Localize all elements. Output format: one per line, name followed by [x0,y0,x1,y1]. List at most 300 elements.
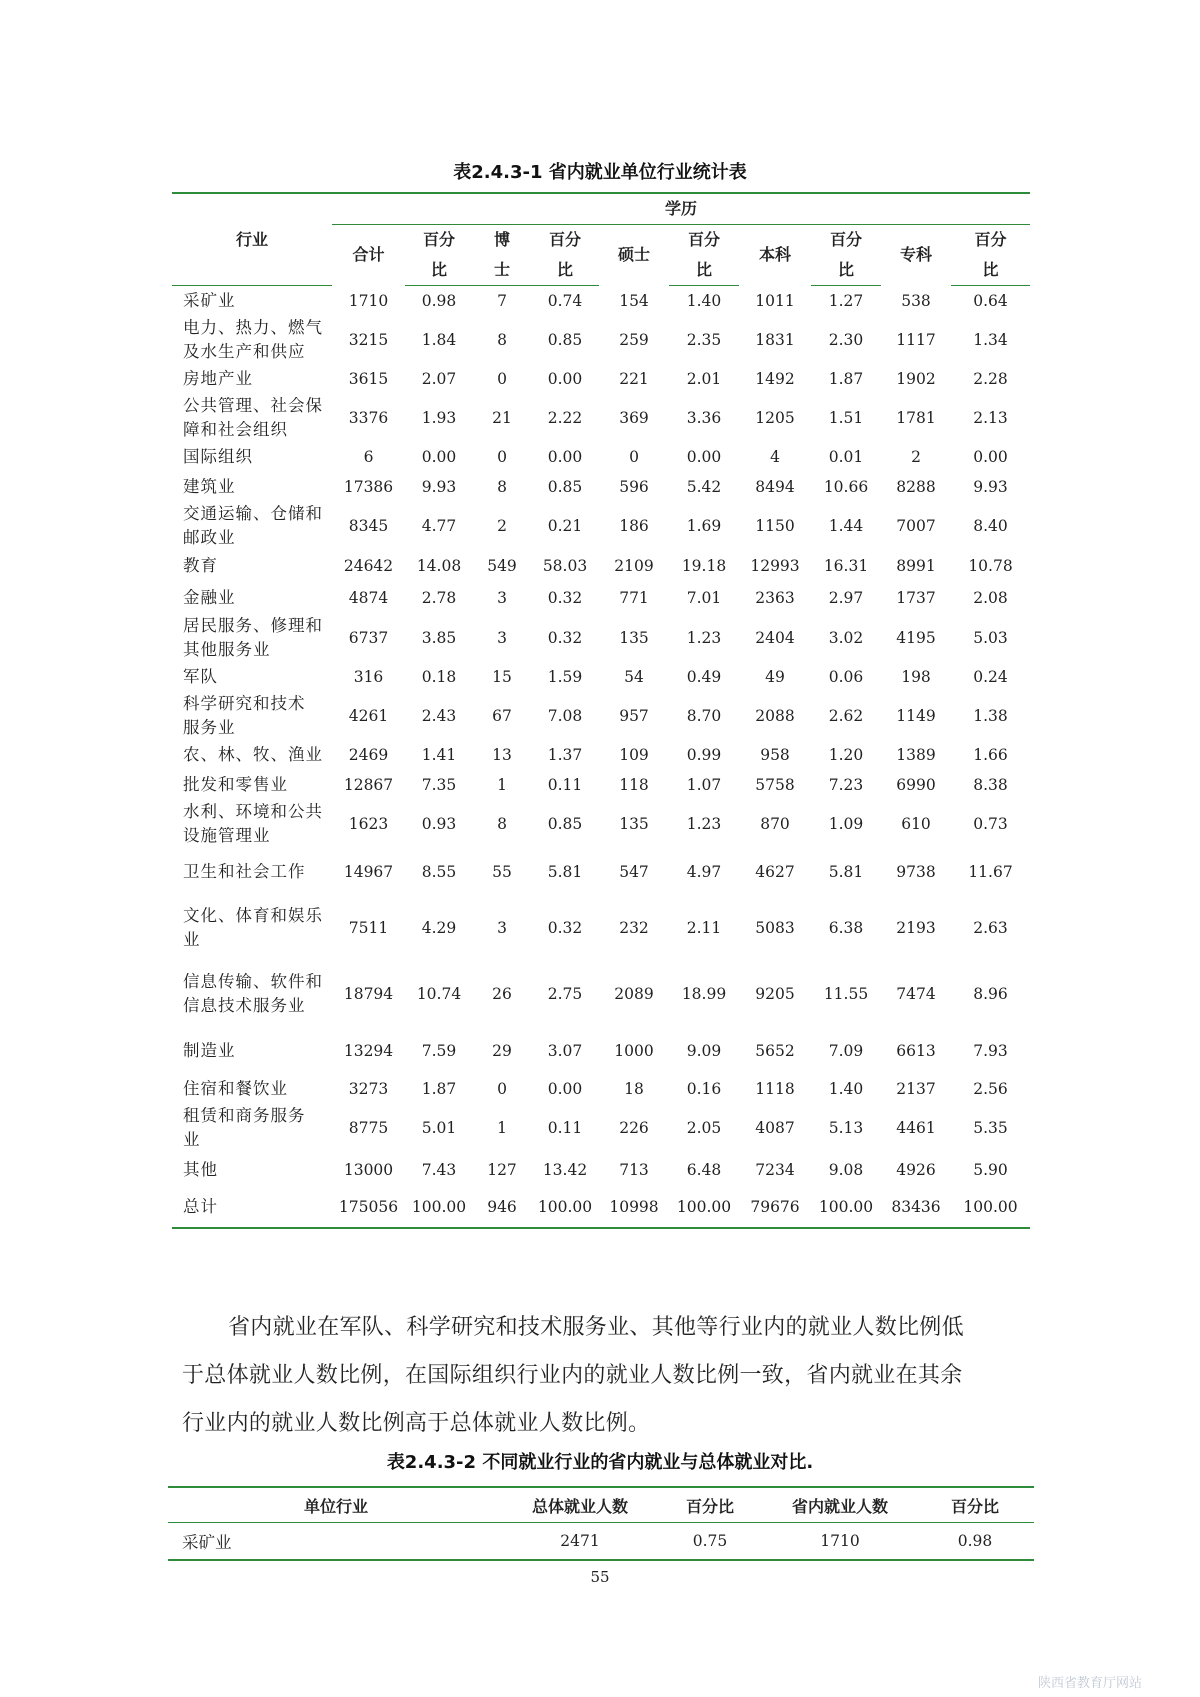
table-cell: 2471 [560,1532,600,1550]
table-cell: 83436 [891,1198,941,1216]
industry-name [172,614,332,662]
table-cell: 0.24 [973,667,1008,686]
industry-name-line: 业 [183,1129,201,1149]
table-cell: 9.08 [828,1160,864,1179]
table-cell: 1831 [755,330,795,349]
table-cell: 10.74 [416,984,462,1003]
table-cell: 8494 [755,477,795,496]
table-cell: 3 [497,918,507,937]
table-cell: 0.85 [547,330,583,349]
table-cell: 4461 [896,1118,936,1137]
table-cell: 135 [619,814,649,833]
industry-name [172,286,332,316]
table-cell: 1 [497,1118,507,1137]
table-cell: 2109 [614,556,654,575]
table-row [172,1074,1030,1104]
table-cell: 1.51 [828,408,864,427]
table-cell: 0.16 [686,1079,722,1098]
industry-name-line: 教育 [183,555,218,575]
body-paragraph [182,1304,1022,1448]
table-cell: 18 [624,1079,644,1098]
table-cell: 549 [487,556,517,575]
header-pct-top: 百分 [548,230,581,249]
table-cell: 26 [492,984,512,1003]
table-cell: 7511 [348,918,389,937]
table-cell: 0.85 [547,814,583,833]
industry-name [172,550,332,582]
table-cell: 1118 [755,1079,795,1098]
table-cell: 5.35 [973,1118,1008,1137]
table-cell: 1000 [614,1041,654,1060]
watermark: 陕西省教育厅网站 [1038,1676,1143,1691]
table-cell: 2.75 [547,984,583,1003]
table-cell: 7.08 [547,706,583,725]
table-cell: 1.23 [686,628,722,647]
table-cell: 11.55 [823,984,869,1003]
table-cell: 713 [619,1160,649,1179]
table-cell: 2.11 [686,918,722,937]
table-row [172,394,1030,442]
table-cell: 1011 [755,291,795,310]
table-cell: 7234 [755,1160,795,1179]
table-cell: 2089 [614,984,654,1003]
industry-name-line: 电力、热力、燃气 [183,317,323,337]
table-cell: 12867 [343,775,394,794]
table-cell: 109 [619,745,649,764]
industry-statistics-table [172,192,1030,1229]
industry-name-line: 业 [183,929,201,949]
table-cell: 0 [497,1079,507,1098]
table-cell: 0.00 [547,447,583,466]
table-cell: 2.63 [973,918,1008,937]
table-row [172,692,1030,740]
header-pct-top: 百分 [422,230,455,249]
table-cell: 771 [619,588,649,607]
header-college: 专科 [899,245,932,265]
table-row [168,1523,1034,1561]
table-cell: 2363 [755,588,795,607]
table-cell: 3 [497,588,507,607]
industry-name [172,692,332,740]
industry-name-line: 金融业 [183,587,236,607]
table-cell: 957 [619,706,649,725]
table-cell: 4.77 [421,516,457,535]
table-cell: 2.08 [973,588,1008,607]
table-cell: 5.90 [973,1160,1008,1179]
table-row [172,800,1030,848]
industry-name-line: 及水生产和供应 [183,341,306,361]
table-cell: 2.28 [973,369,1008,388]
table-cell: 1.66 [973,745,1008,764]
table-cell: 2.22 [547,408,583,427]
table-cell: 19.18 [681,556,727,575]
table-cell: 3 [497,628,507,647]
table-cell: 1150 [755,516,795,535]
header-education: 学历 [332,193,1030,225]
table-cell: 14.08 [416,556,462,575]
table-cell: 58.03 [542,556,588,575]
table-cell: 21 [492,408,512,427]
industry-name [172,472,332,502]
table-cell: 9.09 [686,1041,722,1060]
table-cell: 870 [760,814,790,833]
industry-name: 采矿业 [182,1533,232,1552]
table-row [172,960,1030,1028]
industry-name [172,1188,332,1228]
table-cell: 8.55 [421,862,457,881]
table-cell: 1117 [896,330,936,349]
header-master: 硕士 [617,245,650,265]
table-cell: 12993 [750,556,800,575]
table-cell: 15 [492,667,512,686]
industry-name [172,770,332,800]
table-cell: 1 [497,775,507,794]
table-cell: 7007 [896,516,936,535]
table2-caption: 表2.4.3-2 不同就业行业的省内就业与总体就业对比. [386,1452,814,1473]
table-row [172,614,1030,662]
industry-name-line: 邮政业 [183,527,236,547]
table-cell: 547 [619,862,649,881]
table-cell: 13000 [343,1160,394,1179]
industry-name-line: 采矿业 [183,290,236,310]
table-cell: 7 [497,291,507,310]
table-cell: 316 [353,667,384,686]
header-pct-top: 百分 [687,230,720,249]
industry-name-line: 总计 [183,1197,218,1216]
header-total: 合计 [352,245,385,265]
table-cell: 0.18 [421,667,457,686]
table-cell: 0.64 [973,291,1008,310]
table-row [172,364,1030,394]
industry-name-line: 农、林、牧、渔业 [183,744,323,764]
header-unit-industry: 单位行业 [168,1487,504,1523]
table-row [172,286,1030,316]
industry-name [172,1152,332,1188]
table-cell: 0.01 [828,447,864,466]
industry-name [172,1074,332,1104]
table-cell: 49 [765,667,785,686]
table-cell: 3273 [348,1079,389,1098]
table-cell: 0.74 [547,291,583,310]
table-cell: 8345 [348,516,389,535]
table-cell: 2193 [896,918,936,937]
header-province-count: 省内就业人数 [764,1487,916,1523]
table-cell: 13294 [343,1041,394,1060]
table-cell: 1.40 [686,291,722,310]
table-cell: 10998 [609,1198,659,1216]
table-row [172,848,1030,896]
industry-name-line: 水利、环境和公共 [183,801,323,821]
table-cell: 0.00 [973,447,1008,466]
table-cell: 0.00 [547,1079,583,1098]
table-cell: 1710 [348,291,389,310]
industry-name-line: 国际组织 [183,446,253,466]
table-cell: 2469 [348,745,389,764]
table-cell: 18.99 [681,984,727,1003]
table-cell: 5.13 [828,1118,864,1137]
header-industry: 行业 [172,193,332,286]
table-cell: 4627 [755,862,795,881]
table-row [172,740,1030,770]
header-overall-count: 总体就业人数 [504,1487,656,1523]
table-cell: 1.34 [973,330,1008,349]
table-cell: 369 [619,408,649,427]
table-cell: 8 [497,330,507,349]
table-cell: 226 [619,1118,649,1137]
table-cell: 67 [492,706,512,725]
table-cell: 1.41 [421,745,457,764]
industry-name [172,800,332,848]
industry-name [172,740,332,770]
table-cell: 175056 [338,1198,399,1216]
industry-name [172,662,332,692]
table-cell: 8991 [896,556,936,575]
table-cell: 2.97 [828,588,864,607]
table-cell: 8.40 [973,516,1008,535]
industry-name-line: 卫生和社会工作 [183,861,306,881]
table-cell: 186 [619,516,649,535]
table-cell: 2.62 [828,706,864,725]
table-cell: 5083 [755,918,795,937]
table-cell: 221 [619,369,649,388]
table-cell: 1737 [896,588,936,607]
table-row [172,502,1030,550]
header-phd-top: 博 [493,230,510,249]
table-cell: 2.78 [421,588,457,607]
table-cell: 0.98 [957,1532,993,1550]
table-cell: 5.42 [686,477,722,496]
table-cell: 7.59 [421,1041,457,1060]
header-province-pct: 百分比 [916,1487,1034,1523]
industry-name-line: 交通运输、仓储和 [183,503,323,523]
table-cell: 958 [760,745,790,764]
industry-name [172,364,332,394]
table-cell: 9205 [755,984,795,1003]
table-cell: 1.23 [686,814,722,833]
industry-name [172,1104,332,1152]
table-cell: 13 [492,745,512,764]
table-cell: 1.59 [547,667,583,686]
table-cell: 14967 [343,862,394,881]
table-cell: 0 [497,447,507,466]
table-cell: 7.93 [973,1041,1008,1060]
table-cell: 5.81 [547,862,583,881]
industry-name [172,316,332,364]
table-cell: 4874 [348,588,389,607]
industry-name [172,582,332,614]
table-cell: 1.20 [828,745,864,764]
header-pct-bottom: 比 [669,255,739,286]
table-cell: 1.09 [828,814,864,833]
table-cell: 100.00 [818,1198,874,1216]
table-row [172,582,1030,614]
table-cell: 8.96 [973,984,1008,1003]
table-cell: 17386 [343,477,394,496]
table-cell: 6 [363,447,374,466]
table-row [172,1104,1030,1152]
industry-name-line: 租赁和商务服务 [183,1105,306,1125]
table-cell: 6613 [896,1041,936,1060]
table1-caption: 表2.4.3-1 省内就业单位行业统计表 [453,162,747,183]
table-cell: 0.99 [686,745,722,764]
table-cell: 1.93 [421,408,457,427]
header-pct-bottom: 比 [405,255,473,286]
table-cell: 100.00 [411,1198,467,1216]
table-cell: 3.36 [686,408,722,427]
table-cell: 13.42 [542,1160,588,1179]
table-row [172,896,1030,960]
table-cell: 1.87 [828,369,864,388]
page-number: 55 [590,1568,610,1586]
table-cell: 0.11 [547,1118,583,1137]
table-cell: 9.93 [973,477,1008,496]
table-cell: 24642 [343,556,394,575]
industry-name-line: 住宿和餐饮业 [183,1078,288,1098]
table-cell: 2 [911,447,921,466]
header-pct-bottom: 比 [811,255,881,286]
table-cell: 0.06 [828,667,864,686]
table-cell: 8.38 [973,775,1008,794]
table-cell: 9.93 [421,477,457,496]
comparison-table [168,1486,1034,1561]
table-cell: 2.30 [828,330,864,349]
table-cell: 1492 [755,369,795,388]
industry-name [172,502,332,550]
table-cell: 2404 [755,628,795,647]
table-cell: 1.84 [421,330,457,349]
table-cell: 1.27 [828,291,864,310]
table-cell: 7.01 [686,588,722,607]
table-cell: 1205 [755,408,795,427]
table-cell: 29 [492,1041,512,1060]
table-cell: 10.78 [968,556,1013,575]
table-cell: 5.01 [421,1118,457,1137]
table-cell: 1.44 [828,516,864,535]
table-cell: 2137 [896,1079,936,1098]
table-cell: 2.07 [421,369,457,388]
table2-body [168,1523,1034,1561]
paragraph-line: 省内就业在军队、科学研究和技术服务业、其他等行业内的就业人数比例低 [228,1315,964,1340]
industry-name-line: 批发和零售业 [183,774,288,794]
table-cell: 4261 [348,706,389,725]
industry-name-line: 居民服务、修理和 [183,615,323,635]
table-cell: 5.81 [828,862,864,881]
table-cell: 2.01 [686,369,722,388]
industry-name-line: 障和社会组织 [183,419,288,439]
table-cell: 4.97 [686,862,722,881]
table-cell: 2088 [755,706,795,725]
table-cell: 0.98 [421,291,457,310]
industry-name [172,1028,332,1074]
table-cell: 1.38 [973,706,1008,725]
header-bachelor: 本科 [758,245,791,265]
table-row [172,770,1030,800]
table-cell: 0.32 [547,918,583,937]
table-cell: 198 [901,667,931,686]
table-cell: 10.66 [823,477,869,496]
table-cell: 4926 [896,1160,936,1179]
table-cell: 7474 [896,984,936,1003]
table-cell: 5.03 [973,628,1008,647]
table-cell: 3215 [348,330,389,349]
table-cell: 100.00 [676,1198,732,1216]
table-cell: 0.85 [547,477,583,496]
table-cell: 4.29 [421,918,457,937]
table-cell: 1389 [896,745,936,764]
table-row [172,316,1030,364]
table-cell: 1781 [896,408,936,427]
table-cell: 0 [497,369,507,388]
table-cell: 7.09 [828,1041,864,1060]
table-cell: 1902 [896,369,936,388]
table-cell: 11.67 [968,862,1013,881]
table-cell: 3615 [348,369,389,388]
table-cell: 3.85 [421,628,457,647]
table-cell: 7.35 [421,775,457,794]
table1-body [172,286,1030,1228]
table-cell: 0.00 [686,447,722,466]
table-cell: 1.07 [686,775,722,794]
table-cell: 2.13 [973,408,1008,427]
table-cell: 5758 [755,775,795,794]
table-cell: 4 [770,447,780,466]
table-cell: 0.32 [547,588,583,607]
table-row [172,1152,1030,1188]
table-cell: 18794 [343,984,394,1003]
industry-name [172,960,332,1028]
table-cell: 6.48 [686,1160,722,1179]
industry-name-line: 其他 [183,1159,218,1179]
table-cell: 6990 [896,775,936,794]
industry-name-line: 文化、体育和娱乐 [183,905,323,925]
industry-name [172,394,332,442]
table-cell: 4195 [896,628,936,647]
industry-name-line: 制造业 [183,1040,236,1060]
header-pct-bottom: 比 [951,255,1030,286]
table-cell: 100.00 [537,1198,593,1216]
table-row [172,472,1030,502]
table-cell: 79676 [750,1198,800,1216]
table-cell: 946 [487,1198,517,1216]
table-cell: 538 [901,291,931,310]
table-cell: 1.40 [828,1079,864,1098]
table-cell: 8775 [348,1118,389,1137]
table-row [172,1188,1030,1228]
header-pct-top: 百分 [974,230,1007,249]
table-cell: 5652 [755,1041,795,1060]
table-cell: 9738 [896,862,936,881]
table-row [172,550,1030,582]
table-cell: 259 [619,330,649,349]
table-cell: 0 [629,447,639,466]
header-phd-bottom: 士 [473,255,531,286]
table-cell: 100.00 [963,1198,1018,1216]
header-pct-bottom: 比 [531,255,599,286]
table-cell: 55 [492,862,512,881]
industry-name-line: 信息技术服务业 [183,995,306,1015]
header-overall-pct: 百分比 [656,1487,764,1523]
table-cell: 610 [901,814,931,833]
table-cell: 0.93 [421,814,457,833]
header-pct-top: 百分 [829,230,862,249]
industry-name-line: 军队 [183,666,218,686]
table-cell: 1623 [348,814,389,833]
table-cell: 7.43 [421,1160,457,1179]
table-cell: 1.69 [686,516,722,535]
industry-name-line: 设施管理业 [183,825,271,845]
table-cell: 3376 [348,408,389,427]
table-cell: 8 [497,477,507,496]
